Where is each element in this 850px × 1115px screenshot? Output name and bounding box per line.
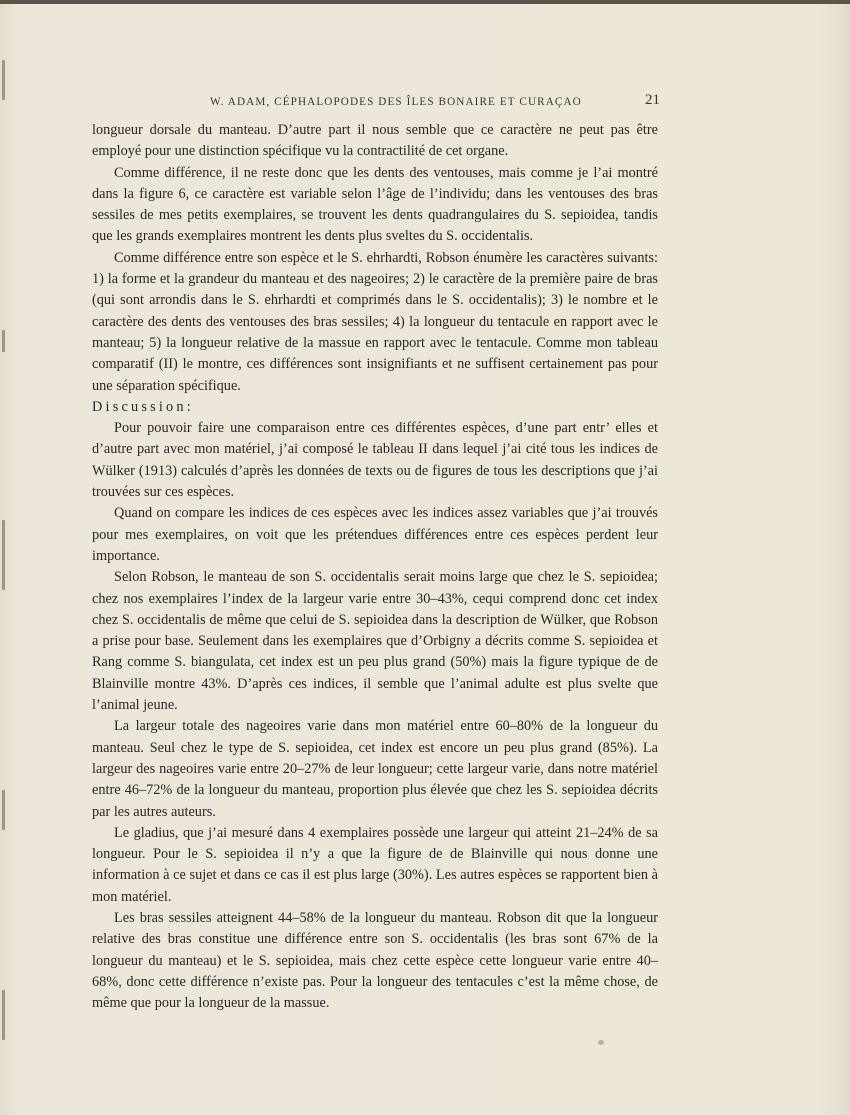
page-number: 21 bbox=[645, 92, 660, 108]
paragraph: Pour pouvoir faire une comparaison entre ces différentes espèces, d’une part entr’ elles et d’autre part avec mon matériel, j’ai composé le tableau II dans lequel j’ai cité tous les indices de Wülker (1913) calculés d’après les données de texts ou de figures de tous les descriptions que j’ai trouvées sur ces espèces. bbox=[92, 420, 658, 501]
paper-speck bbox=[598, 1040, 604, 1045]
paragraph: La largeur totale des nageoires varie dans mon matériel entre 60–80% de la longueur du manteau. Seul chez le type de S. sepioidea, cet index est encore un peu plus grand (85%). La largeur des nageoires varie entre 20–27% de leur longueur; cette largeur varie, dans notre matériel entre 46–72% de la longueur du manteau, proportion plus élevée que chez les S. sepioidea décrits par les autres auteurs. bbox=[92, 718, 658, 820]
page-top-edge bbox=[0, 0, 850, 4]
margin-mark bbox=[2, 330, 5, 352]
paragraph: Comme différence, il ne reste donc que les dents des ventouses, mais comme je l’ai montré dans la figure 6, ce caractère est variable selon l’âge de l’individu; dans les ventouses des bras sessiles de mes petits exemplaires, se trouvent les dents quadrangulaires du S. sepioidea, tandis que les grands exemplaires montrent les dents plus sveltes du S. occidentalis. bbox=[92, 164, 658, 245]
paragraph: longueur dorsale du manteau. D’autre part il nous semble que ce caractère ne peut pas être employé pour une distinction spécifique vu la contractilité de cet organe. bbox=[92, 122, 658, 160]
margin-mark bbox=[2, 990, 5, 1040]
body-text bbox=[92, 120, 658, 1014]
paragraph: Les bras sessiles atteignent 44–58% de la longueur du manteau. Robson dit que la longueur relative des bras constitue une différence entre son S. occidentalis (les bras sont 67% de la longueur du manteau) et le S. sepioidea, mais chez cette espèce cette longueur varie entre 40–68%, donc cette différence n’existe pas. Pour la longueur des tentacules c’est la même chose, de même que pour la longueur de la massue. bbox=[92, 909, 658, 1012]
margin-mark bbox=[2, 60, 5, 100]
page-header bbox=[210, 92, 660, 112]
paragraph: Selon Robson, le manteau de son S. occidentalis serait moins large que chez le S. sepioidea; chez nos exemplaires l’index de la largeur varie entre 30–43%, cequi comprend donc cet index chez S. occidentalis de même que celui de S. sepioidea dans la description de Wülker, que Robson a prise pour base. Seulement dans les exemplaires que d’Orbigny a décrits comme S. sepioidea et Rang comme S. biangulata, cet index est un peu plus grand (50%) mais la figure typique de de Blainville montre 43%. D’après ces indices, il semble que l’animal adulte est plus svelte que l’animal jeune. bbox=[92, 569, 658, 714]
margin-mark bbox=[2, 790, 5, 830]
margin-mark bbox=[2, 520, 5, 590]
paragraph: Le gladius, que j’ai mesuré dans 4 exemplaires possède une largeur qui atteint 21–24% de sa longueur. Pour le S. sepioidea il n’y a que la figure de de Blainville qui nous donne une information à ce sujet et dans ce cas il est plus large (30%). Les autres espèces se rapportent bien à mon matériel. bbox=[92, 824, 658, 905]
paragraph: Quand on compare les indices de ces espèces avec les indices assez variables que j’ai trouvés pour mes exemplaires, on voit que les prétendues différences entre ces espèces perdent leur importance. bbox=[92, 505, 658, 564]
paragraph: Comme différence entre son espèce et le S. ehrhardti, Robson énumère les caractères suivants: 1) la forme et la grandeur du manteau et des nageoires; 2) le caractère de la première paire de bras (qui sont arrondis dans le S. ehrhardti et comprimés dans le S. occidentalis); 3) le nombre et le caractère des dents des ventouses des bras sessiles; 4) la longueur du tentacule en rapport avec le manteau; 5) la longueur relative de la massue en rapport avec le tentacule. Comme mon tableau comparatif (II) le montre, ces différences sont insignifiants et ne suffisent certainement pas pour une séparation spécifique. bbox=[92, 249, 658, 394]
section-heading-discussion: Discussion: bbox=[92, 398, 194, 415]
running-head: W. ADAM, CÉPHALOPODES DES ÎLES BONAIRE ET CURAÇAO bbox=[210, 96, 582, 108]
